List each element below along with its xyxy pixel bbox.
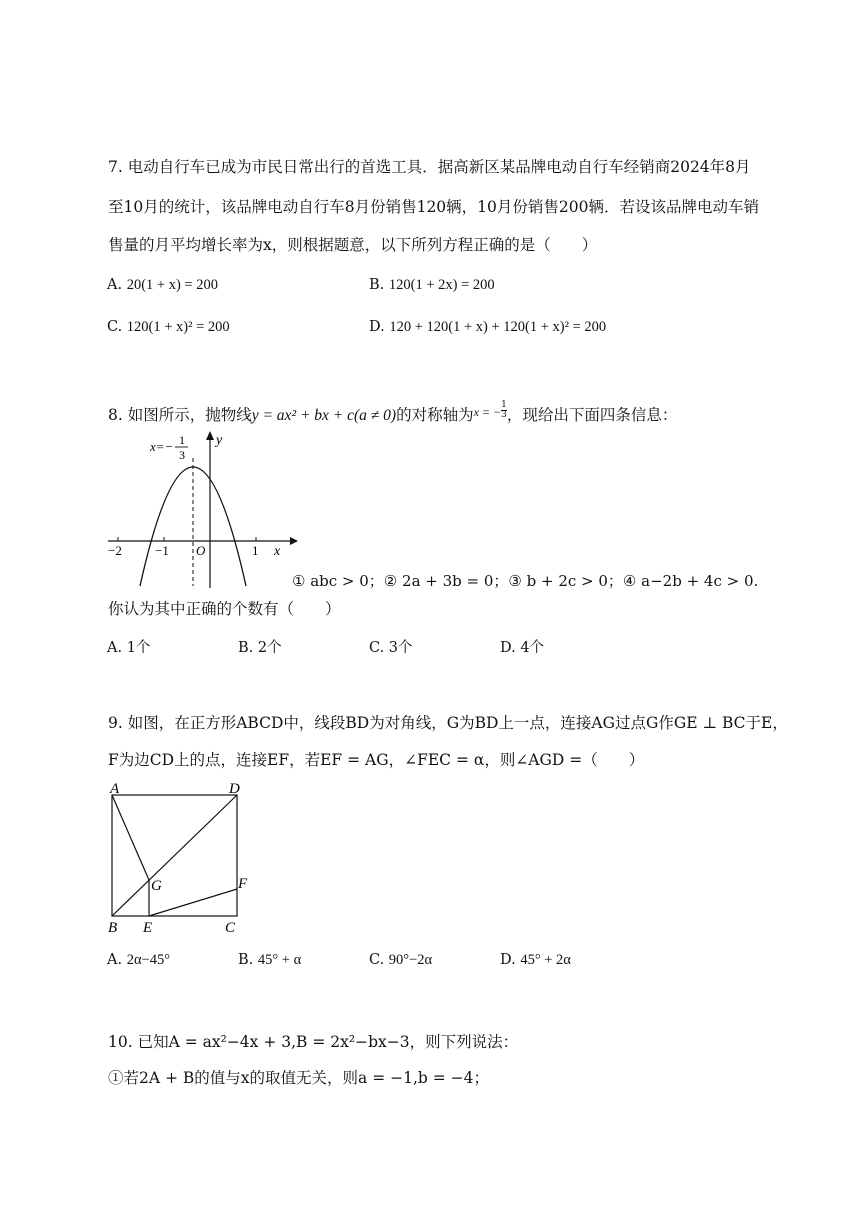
tick-label: −2 [108, 543, 122, 558]
axis-equation: x = − [473, 405, 502, 419]
q7-option-a[interactable] [107, 275, 218, 295]
q10-line-2: ①若2A + B的值与x的取值无关，则a = −1,b = −4； [108, 1069, 489, 1087]
option-text: 20(1 + x) = 200 [126, 277, 218, 293]
label-e: E [143, 920, 153, 936]
option-label: B. [369, 277, 385, 293]
option-label: A. [107, 277, 123, 293]
option-text: 120 + 120(1 + x) + 120(1 + x)² = 200 [389, 319, 607, 335]
q8-tail: ，现给出下面四条信息： [506, 406, 678, 424]
option-text: 2个 [257, 640, 282, 656]
q9-line-1: 9. 如图，在正方形ABCD中，线段BD为对角线，G为BD上一点，连接AG过点G作GE ⊥ BC于E， [108, 714, 788, 732]
q9-option-a[interactable] [107, 950, 170, 970]
segment-ag [112, 795, 149, 880]
segment-ef [149, 889, 237, 916]
option-label: D. [369, 319, 385, 335]
option-label: A. [107, 952, 123, 968]
axis-label-num: 1 [179, 433, 185, 447]
option-text: 120(1 + x)² = 200 [126, 319, 230, 335]
option-label: C. [107, 319, 123, 335]
q8-line-1 [108, 399, 678, 426]
q8-option-b[interactable] [238, 638, 282, 658]
tick-label: −1 [155, 543, 169, 558]
option-text: 45° + α [257, 952, 302, 968]
origin-label: O [196, 543, 206, 558]
label-f: F [238, 876, 248, 892]
label-a: A [110, 781, 120, 797]
parabola-curve [140, 467, 246, 586]
q8-intro: 8. 如图所示，抛物线 [108, 406, 252, 424]
parabola-graph [100, 428, 300, 593]
option-label: D. [500, 640, 516, 656]
q10-line-1: 10. 已知A = ax²−4x + 3,B = 2x²−bx−3，则下列说法： [108, 1033, 519, 1051]
label-d: D [229, 781, 240, 797]
axis-fraction: $\frac{1}{3}$ [501, 399, 507, 420]
q8-option-c[interactable] [369, 638, 413, 658]
q8-statements: ① abc > 0；② 2a + 3b = 0；③ b + 2c > 0；④ a−2b + 4c > 0. [292, 572, 759, 590]
square-figure [104, 778, 264, 938]
label-g: G [151, 878, 162, 894]
option-label: D. [500, 952, 516, 968]
label-c: C [225, 920, 236, 936]
option-text: 2α−45° [126, 952, 171, 968]
option-text: 4个 [520, 640, 545, 656]
q7-line-1: 7. 电动自行车已成为市民日常出行的首选工具．据高新区某品牌电动自行车经销商2024年8月 [108, 158, 751, 176]
option-text: 45° + 2α [520, 952, 571, 968]
option-label: C. [369, 952, 385, 968]
option-label: B. [238, 952, 254, 968]
q7-line-2: 至10月的统计，该品牌电动自行车8月份销售120辆，10月份销售200辆．若设该品牌电动车销 [108, 198, 759, 216]
q7-option-b[interactable] [369, 275, 495, 295]
label-b: B [108, 920, 118, 936]
x-label: x [274, 544, 281, 559]
option-label: B. [238, 640, 254, 656]
q9-option-b[interactable] [238, 950, 301, 970]
option-text: 3个 [388, 640, 413, 656]
axis-label: x=− [150, 439, 174, 454]
axis-label-den: 3 [179, 448, 185, 462]
option-text: 120(1 + 2x) = 200 [388, 277, 495, 293]
option-label: A. [107, 640, 123, 656]
parabola-equation: y = ax² + bx + c(a ≠ 0) [251, 407, 397, 424]
q7-option-d[interactable] [369, 317, 606, 337]
q9-option-c[interactable] [369, 950, 432, 970]
x-axis-arrow-icon [290, 537, 298, 545]
y-label: y [216, 433, 223, 448]
q9-option-d[interactable] [500, 950, 571, 970]
tick-label: 1 [252, 543, 259, 558]
diagonal-bd [112, 795, 237, 916]
q8-line-2: 你认为其中正确的个数有（ ） [108, 600, 341, 618]
q7-option-c[interactable] [107, 317, 230, 337]
q7-line-3: 售量的月平均增长率为x，则根据题意，以下所列方程正确的是（ ） [108, 236, 598, 254]
option-text: 1个 [126, 640, 151, 656]
q8-axis-text: 的对称轴为 [396, 406, 474, 424]
q9-line-2: F为边CD上的点，连接EF，若EF = AG，∠FEC = α，则∠AGD =（ ） [108, 751, 645, 769]
q8-option-d[interactable] [500, 638, 544, 658]
y-axis-arrow-icon [206, 431, 214, 440]
q8-option-a[interactable] [107, 638, 150, 658]
option-label: C. [369, 640, 385, 656]
option-text: 90°−2α [388, 952, 433, 968]
